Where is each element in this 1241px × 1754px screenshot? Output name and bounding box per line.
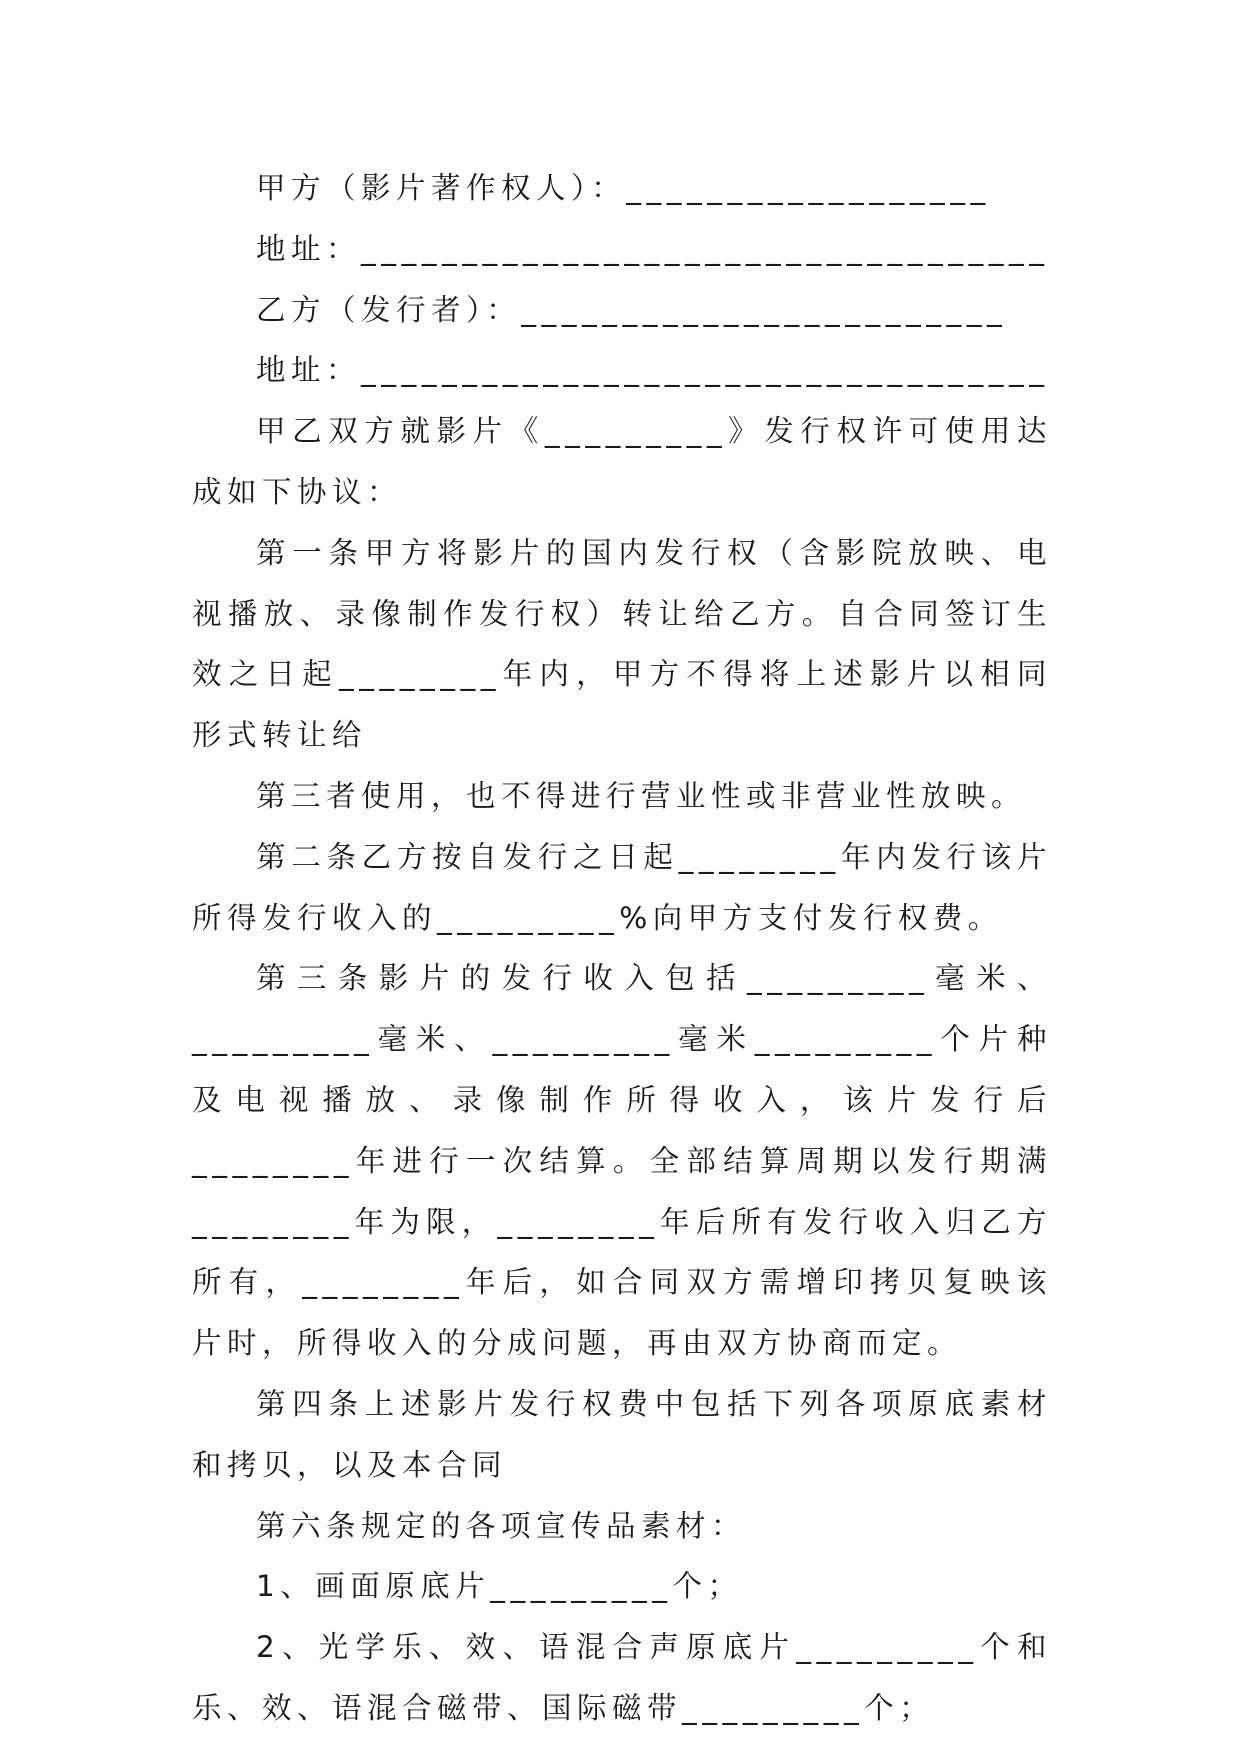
list-item-1: 1、画面原底片_________个； [256,1569,743,1604]
party-a-line: 甲方（影片著作权人）：__________________ [256,171,991,205]
agreement-intro-paragraph: 甲乙双方就影片《_________》发行权许可使用达成如下协议： [192,414,1052,509]
article-1-continuation-paragraph: 第三者使用，也不得进行营业性或非营业性放映。 [256,778,1027,813]
list-item-2: 2、光学乐、效、语混合声原底片_________个和乐、效、语混合磁带、国际磁带_________个； [192,1630,1052,1725]
party-b-line: 乙方（发行者）：________________________ [256,292,1008,327]
article-3-paragraph: 第三条影片的发行收入包括_________毫米、_________毫米、_________毫米_________个片种及电视播放、录像制作所得收入，该片发行后________年进行一次结算。全部结算周期以发行期满________年为限，________年后所有发行收入归乙方所有，________年后，如合同双方需增印拷贝复映该片时，所得收入的分成问题，再由双方协商而定。 [192,961,1052,1361]
article-2-paragraph: 第二条乙方按自发行之日起________年内发行该片所得发行收入的_________%向甲方支付发行权费。 [192,839,1052,935]
article-6-reference-paragraph: 第六条规定的各项宣传品素材： [256,1508,747,1543]
party-b-address-line: 地址：__________________________________ [256,353,1050,388]
document-body [192,158,1052,1739]
article-1-paragraph: 第一条甲方将影片的国内发行权（含影院放映、电视播放、录像制作发行权）转让给乙方。自合同签订生效之日起________年内，甲方不得将上述影片以相同形式转让给 [192,535,1052,753]
article-4-paragraph: 第四条上述影片发行权费中包括下列各项原底素材和拷贝，以及本合同 [192,1386,1052,1482]
party-a-address-line: 地址：__________________________________ [256,231,1050,266]
